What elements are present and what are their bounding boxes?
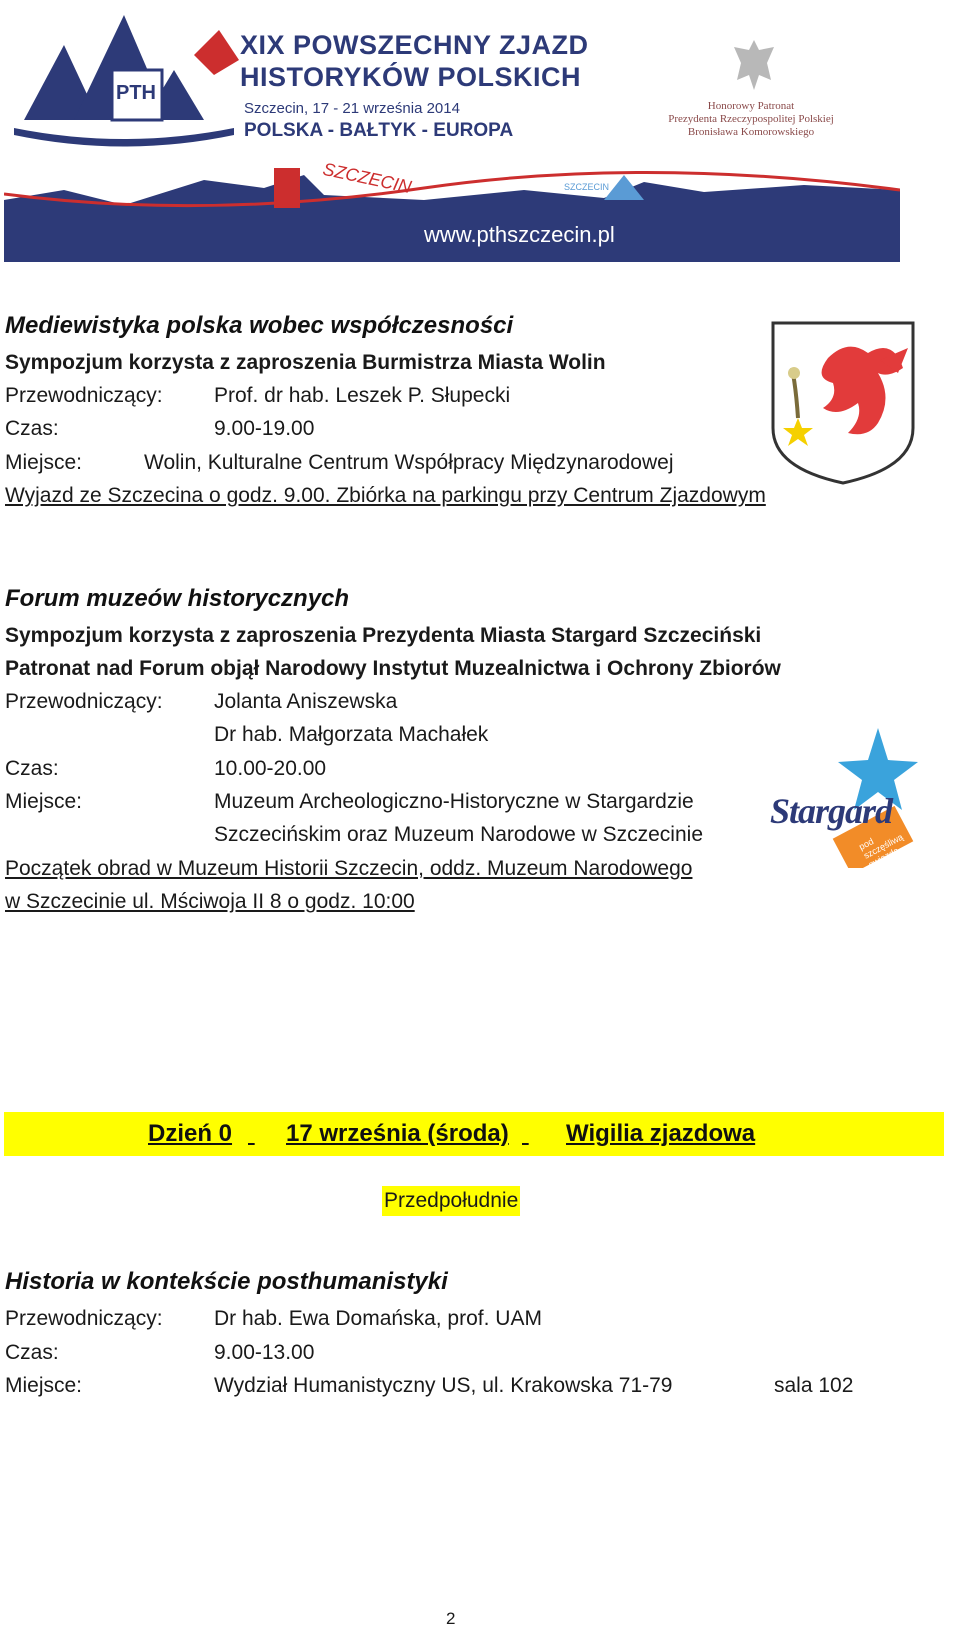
day-date: 17 września (środa) [286,1120,509,1147]
stargard-logo-text: Stargard [770,791,893,831]
section1-chair-label: Przewodniczący: [5,384,163,407]
section1-title: Mediewistyka polska wobec współczesności [5,312,514,339]
day-gap-1 [248,1120,284,1148]
section3-time-value: 9.00-13.00 [214,1341,315,1364]
section2-place-value1: Muzeum Archeologiczno-Historyczne w Stargardzie [214,790,694,813]
wolin-coat-of-arms-icon [768,318,918,488]
eagle-emblem-icon [729,35,779,93]
banner-city-label: SZCZECIN [321,158,414,198]
section3-place-label: Miejsce: [5,1374,83,1397]
patron-line1: Honorowy Patronat [707,100,795,112]
banner-city-label-small: SZCZECIN [564,182,609,192]
section1-note: Wyjazd ze Szczecina o godz. 9.00. Zbiórka na parkingu przy Centrum Zjazdowym [5,484,766,507]
page-number: 2 [446,1609,456,1628]
banner-title-line1: XIX POWSZECHNY ZJAZD [240,30,589,60]
day-part-label: Przedpołudnie [382,1186,520,1216]
banner-motto: POLSKA - BAŁTYK - EUROPA [244,120,514,141]
section3-chair-label: Przewodniczący: [5,1307,163,1330]
patron-line3: Bronisława Komorowskiego [687,126,815,138]
congress-logo-icon [4,0,244,160]
section1-place-label: Miejsce: [5,451,83,474]
section1-place-value: Wolin, Kulturalne Centrum Współpracy Międzynarodowej [144,451,674,474]
section3-time-label: Czas: [5,1341,59,1364]
section3-place-value: Wydział Humanistyczny US, ul. Krakowska 71-79 [214,1374,673,1397]
section2-time-value: 10.00-20.00 [214,757,327,780]
section2-invite: Sympozjum korzysta z zaproszenia Prezydenta Miasta Stargard Szczeciński [5,624,762,647]
section3-chair-value: Dr hab. Ewa Domańska, prof. UAM [214,1307,542,1330]
section1-chair-value: Prof. dr hab. Leszek P. Słupecki [214,384,511,407]
section2-chair-value2: Dr hab. Małgorzata Machałek [214,723,489,746]
section2-time-label: Czas: [5,757,59,780]
section1-time-label: Czas: [5,417,59,440]
day-label: Dzień 0 [148,1120,233,1147]
banner-website: www.pthszczecin.pl [424,222,615,247]
section2-note1: Początek obrad w Muzeum Historii Szczecin, oddz. Muzeum Narodowego [5,857,693,880]
patron-line2: Prezydenta Rzeczypospolitej Polskiej [668,113,834,125]
stargard-logo-tagline: pod szczęśliwą gwiazdą [857,831,905,870]
section3-title: Historia w kontekście posthumanistyki [5,1268,448,1295]
section1-time-value: 9.00-19.00 [214,417,315,440]
section2-chair-label: Przewodniczący: [5,690,163,713]
section1-invite: Sympozjum korzysta z zaproszenia Burmistrza Miasta Wolin [5,351,606,374]
section2-note2: w Szczecinie ul. Mściwoja II 8 o godz. 10:00 [5,890,415,913]
header-banner [4,0,900,262]
section2-patronage: Patronat nad Forum objął Narodowy Instytut Muzealnictwa i Ochrony Zbiorów [5,657,781,680]
logo-letters: PTH [116,82,156,104]
section3-room: sala 102 [774,1374,854,1397]
day-name: Wigilia zjazdowa [566,1120,756,1147]
section2-title: Forum muzeów historycznych [5,585,350,612]
day-gap-2 [522,1120,566,1148]
banner-dates: Szczecin, 17 - 21 września 2014 [244,100,460,117]
section2-chair-value1: Jolanta Aniszewska [214,690,398,713]
section2-place-label: Miejsce: [5,790,83,813]
banner-title-line2: HISTORYKÓW POLSKICH [240,62,582,92]
section2-place-value2: Szczecińskim oraz Muzeum Narodowe w Szczecinie [214,823,703,846]
